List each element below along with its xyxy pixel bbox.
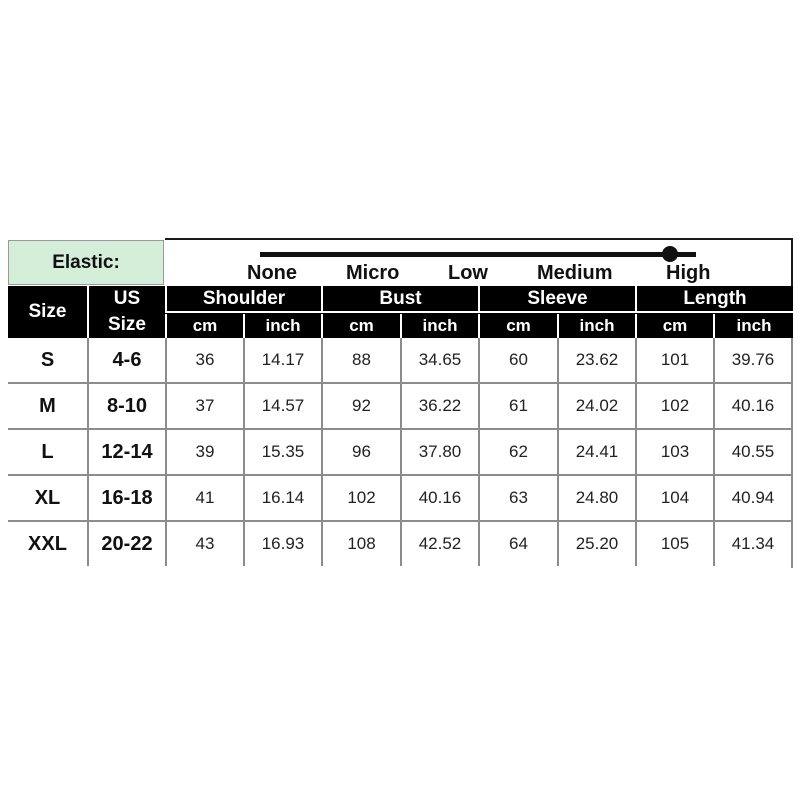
- cell-sleeve-cm: 63: [478, 476, 557, 520]
- cell-bust-cm: 88: [321, 338, 400, 382]
- elastic-selected-marker: [662, 246, 678, 262]
- cell-us-size: 8-10: [87, 384, 165, 428]
- header-shoulder-cm: cm: [165, 314, 243, 338]
- cell-shoulder-cm: 43: [165, 522, 243, 566]
- cell-sleeve-inch: 24.41: [557, 430, 635, 474]
- cell-shoulder-inch: 14.57: [243, 384, 321, 428]
- table-right-border: [791, 338, 793, 568]
- cell-length-inch: 41.34: [713, 522, 791, 566]
- header-sleeve-cm: cm: [478, 314, 557, 338]
- header-bust-cm: cm: [321, 314, 400, 338]
- cell-bust-cm: 102: [321, 476, 400, 520]
- header-length: Length: [635, 286, 793, 312]
- cell-length-cm: 102: [635, 384, 713, 428]
- table-row: [8, 338, 793, 384]
- header-length-cm: cm: [635, 314, 713, 338]
- cell-bust-inch: 34.65: [400, 338, 478, 382]
- header-us-size: [87, 286, 165, 338]
- cell-shoulder-inch: 15.35: [243, 430, 321, 474]
- cell-sleeve-cm: 60: [478, 338, 557, 382]
- cell-length-inch: 40.94: [713, 476, 791, 520]
- cell-bust-inch: 36.22: [400, 384, 478, 428]
- header-shoulder-inch: inch: [243, 314, 321, 338]
- cell-shoulder-cm: 41: [165, 476, 243, 520]
- table-row: [8, 384, 793, 430]
- table-header: [8, 286, 793, 338]
- elastic-level-micro: Micro: [346, 262, 400, 284]
- cell-size: XL: [34, 486, 61, 509]
- cell-length-inch: 40.55: [713, 430, 791, 474]
- cell-us-size: 20-22: [87, 522, 165, 566]
- cell-shoulder-inch: 16.93: [243, 522, 321, 566]
- cell-bust-inch: 40.16: [400, 476, 478, 520]
- cell-size: M: [39, 394, 56, 417]
- cell-length-inch: 39.76: [713, 338, 791, 382]
- cell-us-size: 16-18: [87, 476, 165, 520]
- cell-size: XXL: [28, 532, 67, 555]
- header-sleeve: Sleeve: [478, 286, 635, 312]
- cell-bust-inch: 37.80: [400, 430, 478, 474]
- cell-sleeve-inch: 24.80: [557, 476, 635, 520]
- header-divider: [165, 311, 793, 313]
- cell-us-size: 4-6: [87, 338, 165, 382]
- elastic-scale: [165, 238, 793, 286]
- cell-shoulder-cm: 37: [165, 384, 243, 428]
- header-size: Size: [28, 301, 67, 322]
- size-chart: [8, 238, 793, 568]
- table-row: [8, 476, 793, 522]
- header-us-size-line1: US: [113, 288, 141, 309]
- cell-size: L: [41, 440, 54, 463]
- cell-bust-inch: 42.52: [400, 522, 478, 566]
- cell-length-inch: 40.16: [713, 384, 791, 428]
- cell-shoulder-inch: 16.14: [243, 476, 321, 520]
- cell-length-cm: 103: [635, 430, 713, 474]
- header-us-size-line2: Size: [107, 314, 147, 335]
- cell-bust-cm: 92: [321, 384, 400, 428]
- header-length-inch: inch: [713, 314, 793, 338]
- cell-length-cm: 105: [635, 522, 713, 566]
- cell-sleeve-inch: 24.02: [557, 384, 635, 428]
- header-bust: Bust: [321, 286, 478, 312]
- header-sleeve-inch: inch: [557, 314, 635, 338]
- elastic-level-none: None: [247, 262, 297, 284]
- cell-sleeve-cm: 61: [478, 384, 557, 428]
- cell-sleeve-inch: 23.62: [557, 338, 635, 382]
- cell-sleeve-cm: 64: [478, 522, 557, 566]
- cell-shoulder-inch: 14.17: [243, 338, 321, 382]
- cell-sleeve-inch: 25.20: [557, 522, 635, 566]
- header-bust-inch: inch: [400, 314, 478, 338]
- table-row: [8, 430, 793, 476]
- elastic-level-medium: Medium: [537, 262, 613, 284]
- cell-size: S: [40, 348, 55, 371]
- cell-shoulder-cm: 36: [165, 338, 243, 382]
- elastic-label: Elastic:: [8, 240, 164, 285]
- header-shoulder: Shoulder: [165, 286, 321, 312]
- elastic-level-low: Low: [448, 262, 488, 284]
- elastic-level-high: High: [666, 262, 711, 284]
- cell-length-cm: 101: [635, 338, 713, 382]
- cell-length-cm: 104: [635, 476, 713, 520]
- cell-sleeve-cm: 62: [478, 430, 557, 474]
- elastic-scale-line: [260, 252, 696, 257]
- cell-us-size: 12-14: [87, 430, 165, 474]
- table-row: [8, 522, 793, 568]
- cell-bust-cm: 96: [321, 430, 400, 474]
- cell-shoulder-cm: 39: [165, 430, 243, 474]
- cell-bust-cm: 108: [321, 522, 400, 566]
